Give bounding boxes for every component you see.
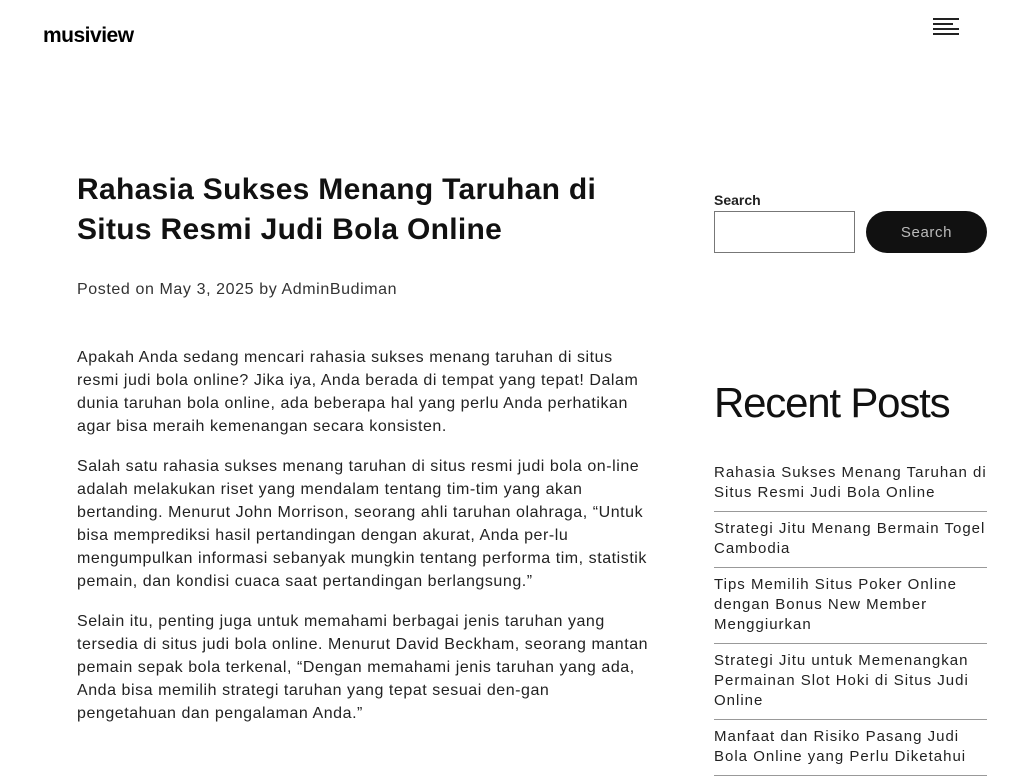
main-content [77, 170, 657, 742]
search-button[interactable]: Search [866, 211, 987, 253]
recent-posts-list [714, 456, 987, 776]
menu-line [933, 23, 953, 25]
recent-post-link[interactable]: Manfaat dan Risiko Pasang Judi Bola Online yang Perlu Diketahui [714, 728, 967, 765]
recent-post-link[interactable]: Rahasia Sukses Menang Taruhan di Situs Resmi Judi Bola Online [714, 464, 987, 501]
hamburger-menu-icon[interactable] [933, 16, 961, 40]
site-header [0, 0, 1024, 70]
list-item [714, 512, 987, 568]
search-form [714, 211, 987, 253]
post-meta-by: by [254, 281, 282, 298]
recent-post-link[interactable]: Tips Memilih Situs Poker Online dengan Bonus New Member Menggiurkan [714, 576, 958, 633]
post-paragraph: Apakah Anda sedang mencari rahasia sukses menang taruhan di situs resmi judi bola online? Jika iya, Anda berada di tempat yang tepat! Dalam dunia taruhan bola online, ada beberapa hal yang perlu Anda perhatikan agar bisa meraih kemenangan secara konsisten. [77, 349, 639, 435]
post-meta [77, 281, 657, 299]
search-label: Search [714, 192, 761, 208]
post-title: Rahasia Sukses Menang Taruhan di Situs Resmi Judi Bola Online [77, 173, 597, 246]
post-author-link[interactable]: AdminBudiman [281, 281, 398, 298]
menu-line [933, 33, 959, 35]
list-item [714, 644, 987, 720]
site-logo[interactable]: musiview [43, 24, 134, 47]
menu-line [933, 28, 959, 30]
list-item [714, 568, 987, 644]
post-date-link[interactable]: May 3, 2025 [159, 281, 255, 298]
recent-posts-heading: Recent Posts [714, 379, 950, 426]
search-input[interactable] [714, 211, 855, 253]
post-paragraph: Salah satu rahasia sukses menang taruhan di situs resmi judi bola on-line adalah melakukan riset yang mendalam tentang tim-tim yang akan bertanding. Menurut John Morrison, seorang ahli taruhan olahraga, “Untuk bisa memprediksi hasil pertandingan dengan akurat, Anda per-lu mengumpulkan informasi sebanyak mungkin tentang performa tim, statistik pemain, dan kondisi cuaca saat pertandingan berlangsung.” [77, 458, 647, 590]
post-paragraph: Selain itu, penting juga untuk memahami berbagai jenis taruhan yang tersedia di situs judi bola online. Menurut David Beckham, seorang mantan pemain sepak bola terkenal, “Dengan memahami jenis taruhan yang ada, Anda bisa memilih strategi taruhan yang tepat sesuai den-gan pengetahuan dan pengalaman Anda.” [77, 613, 649, 722]
recent-post-link[interactable]: Strategi Jitu untuk Memenangkan Permainan Slot Hoki di Situs Judi Online [714, 652, 969, 709]
post-body [77, 346, 657, 725]
menu-line [933, 18, 959, 20]
recent-post-link[interactable]: Strategi Jitu Menang Bermain Togel Cambodia [714, 520, 986, 557]
post-meta-prefix: Posted on [77, 281, 160, 298]
list-item [714, 456, 987, 512]
sidebar [714, 192, 987, 765]
